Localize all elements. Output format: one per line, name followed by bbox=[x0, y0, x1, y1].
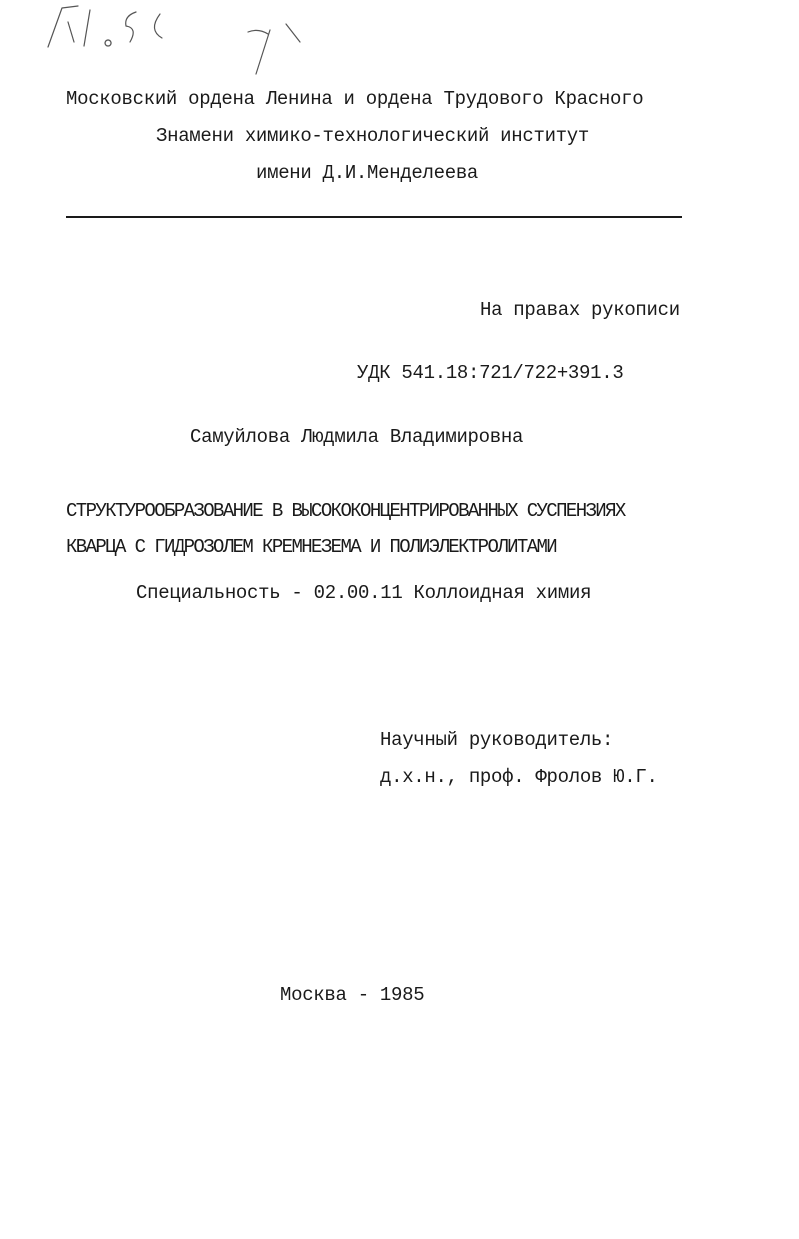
rights-note: На правах рукописи bbox=[480, 299, 680, 321]
institute-name-line-3: имени Д.И.Менделеева bbox=[256, 162, 479, 184]
handwritten-annotation bbox=[38, 2, 368, 92]
institute-name-line-2: Знамени химико-технологический институт bbox=[156, 125, 589, 147]
supervisor-label: Научный руководитель: bbox=[380, 729, 614, 751]
thesis-title-line-2: КВАРЦА С ГИДРОЗОЛЕМ КРЕМНЕЗЕМА И ПОЛИЭЛЕКТРОЛИТАМИ bbox=[66, 536, 557, 558]
specialty: Специальность - 02.00.11 Коллоидная химия bbox=[136, 582, 592, 604]
header-divider bbox=[66, 216, 682, 218]
institute-name-line-1: Московский ордена Ленина и ордена Трудового Красного bbox=[66, 88, 644, 110]
author-name: Самуйлова Людмила Владимировна bbox=[190, 426, 524, 448]
thesis-title-line-1: СТРУКТУРООБРАЗОВАНИЕ В ВЫСОКОКОНЦЕНТРИРОВАННЫХ СУСПЕНЗИЯХ bbox=[66, 500, 625, 522]
place-year: Москва - 1985 bbox=[280, 984, 425, 1006]
supervisor-name: д.х.н., проф. Фролов Ю.Г. bbox=[380, 766, 658, 788]
udc-code: УДК 541.18:721/722+391.3 bbox=[357, 362, 624, 384]
